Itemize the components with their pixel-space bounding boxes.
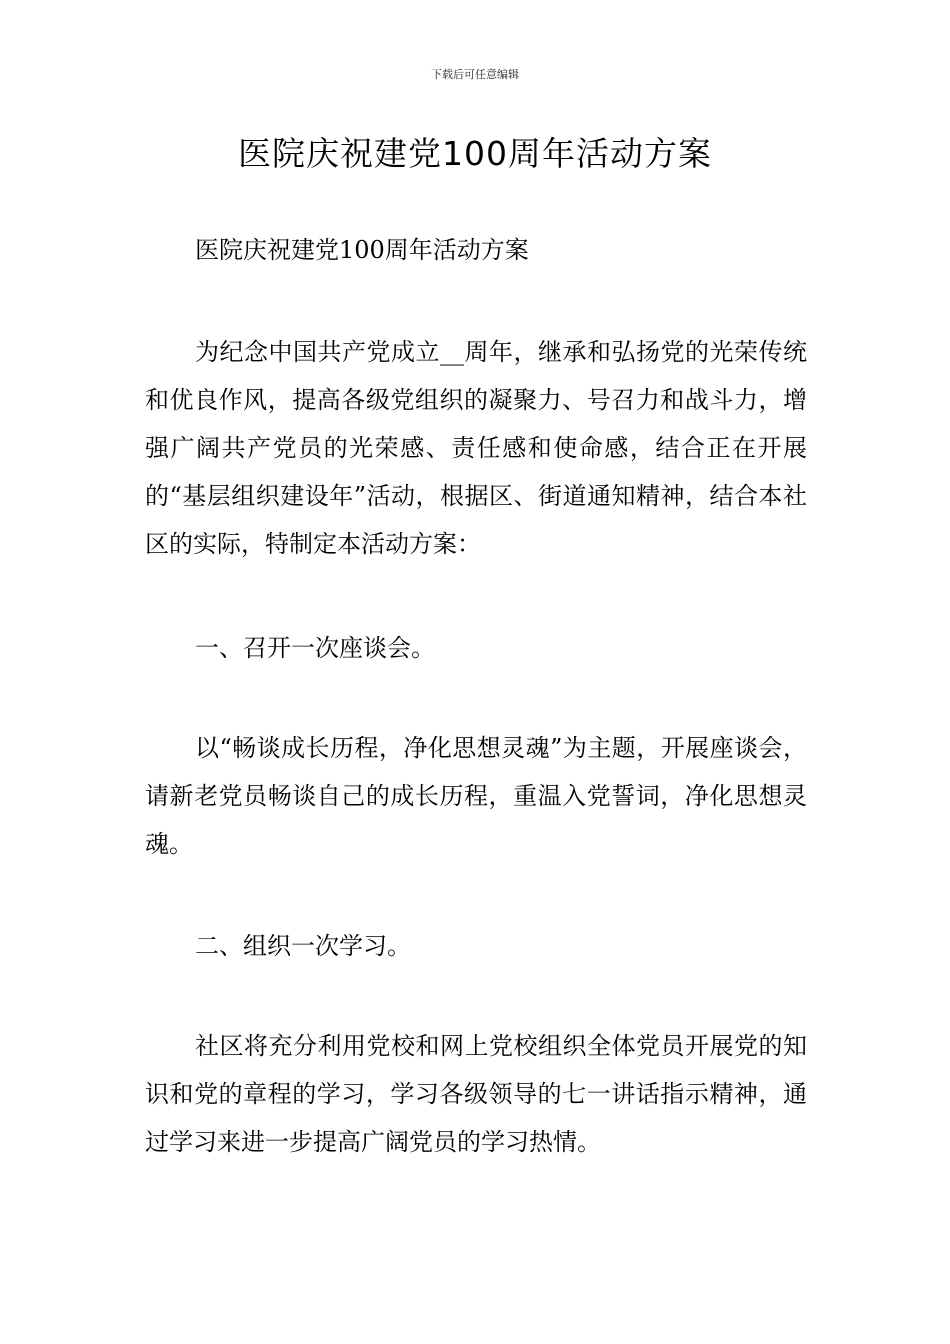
section-heading: 一、召开一次座谈会。 [195, 634, 435, 662]
header-note: 下载后可任意编辑 [431, 68, 519, 81]
section-paragraph: 社区将充分利用党校和网上党校组织全体党员开展党的知识和党的章程的学习，学习各级领导的七一讲话指示精神，通过学习来进一步提高广阔党员的学习热情。 [145, 1032, 807, 1156]
document-title: 医院庆祝建党100周年活动方案 [238, 134, 712, 173]
intro-paragraph: 为纪念中国共产党成立__周年，继承和弘扬党的光荣传统和优良作风，提高各级党组织的凝聚力、号召力和战斗力，增强广阔共产党员的光荣感、责任感和使命感，结合正在开展的“基层组织建设年”活动，根据区、街道通知精神，结合本社区的实际，特制定本活动方案： [145, 338, 807, 558]
section-paragraph: 以“畅谈成长历程，净化思想灵魂”为主题，开展座谈会，请新老党员畅谈自己的成长历程，重温入党誓词，净化思想灵魂。 [145, 734, 807, 858]
section-heading: 二、组织一次学习。 [195, 932, 411, 960]
document-subtitle: 医院庆祝建党100周年活动方案 [195, 236, 529, 264]
